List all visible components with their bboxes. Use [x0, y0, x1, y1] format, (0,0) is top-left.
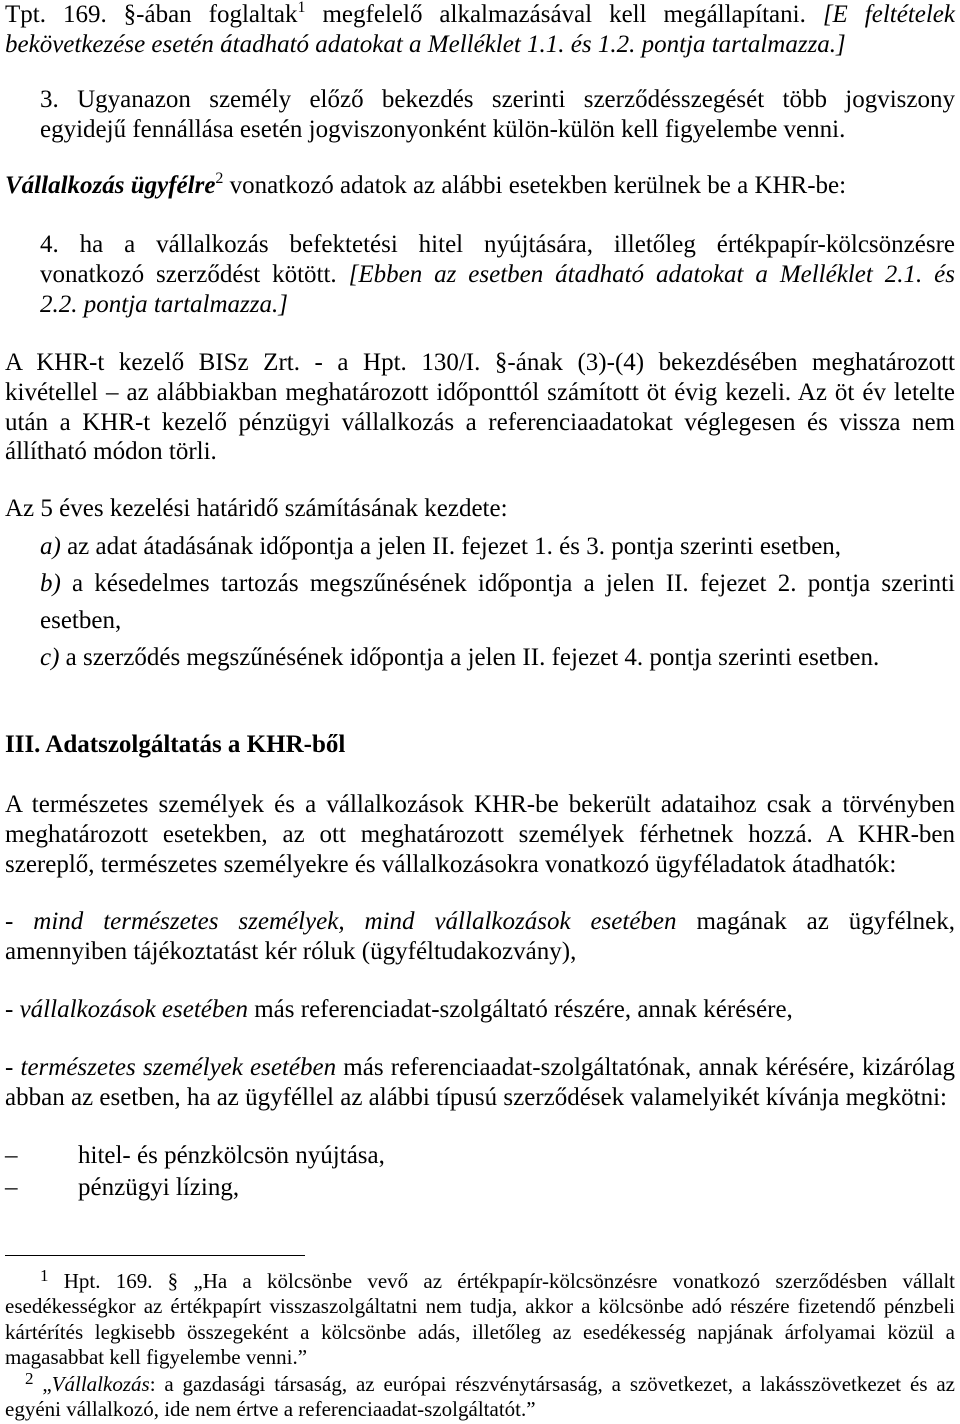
- list-marker: a): [40, 533, 61, 560]
- footnote-line: kártérítés legkisebb összegeként a kölcsönbe adás, illetőleg az esedékesség napjának árfolyamai közül a: [5, 1319, 955, 1344]
- text-line: amennyiben tájékoztatást kér róluk (ügyféltudakozvány),: [5, 937, 577, 965]
- text-line: A természetes személyek és a vállalkozások KHR-be bekerült adataihoz csak a törvényben: [5, 791, 955, 818]
- list-item-text: pénzügyi lízing,: [78, 1174, 240, 1201]
- list-marker: c): [40, 644, 60, 671]
- footnote-number: 1: [40, 1266, 49, 1285]
- text-line: [5, 907, 955, 937]
- footnote-line: egyéni vállalkozó, ide nem értve a referenciaadat-szolgáltatót.”: [5, 1397, 536, 1422]
- list-item-b-continuation: esetben,: [40, 607, 122, 634]
- text-run: más referenciadat-szolgáltató részére, annak kérésére,: [247, 996, 793, 1023]
- en-dash-marker: –: [5, 1174, 18, 1201]
- paragraph-business-client: [5, 171, 955, 201]
- dash-marker: -: [5, 996, 20, 1023]
- footnote-number: 2: [25, 1369, 34, 1388]
- text-line: [5, 30, 955, 60]
- list-item: [5, 1172, 955, 1204]
- heading-text: III. Adatszolgáltatás a KHR-ből: [5, 731, 346, 758]
- paragraph-khr-retention: [5, 348, 955, 467]
- text-line: [5, 0, 955, 30]
- italic-text-run: természetes személyek esetében: [20, 1054, 337, 1081]
- text-line: egyidejű fennállása esetén jogviszonyonként külön-külön kell figyelembe venni.: [40, 115, 846, 143]
- list-item-text: az adat átadásának időpontja a jelen II. fejezet 1. és 3. pontja szerinti esetben,: [60, 533, 842, 560]
- text-run: vonatkozó szerződést kötött.: [40, 260, 349, 288]
- footnote-text: : a gazdasági társaság, az európai részvénytársaság, a szövetkezet, a lakásszövetkezet és az: [149, 1372, 955, 1396]
- footnote-separator: [5, 1255, 305, 1256]
- text-run: vonatkozó adatok az alábbi esetekben kerülnek be a KHR-be:: [223, 172, 847, 199]
- lettered-list: [40, 528, 955, 676]
- contract-type-list: [5, 1140, 955, 1204]
- text-line: [5, 1053, 955, 1083]
- footnote-reference-2: 2: [215, 170, 224, 187]
- footnote-line: esedékességkor az értékpapírt visszaszolgáltatni nem tudja, akkor a kölcsönbe adó részére fizetendő pénzbeli: [5, 1294, 955, 1319]
- list-item-text: hitel- és pénzkölcsön nyújtása,: [78, 1142, 385, 1169]
- text-run: magának az ügyfélnek,: [676, 908, 955, 935]
- italic-text-run: Vállalkozás: [51, 1372, 150, 1396]
- list-item-c: [40, 639, 955, 676]
- text-line: [40, 260, 955, 290]
- text-line: szereplő, természetes személyekre és vállalkozásokra vonatkozó ügyféladatok átadhatók:: [5, 850, 897, 878]
- footnote-1: [5, 1266, 955, 1370]
- text-run: más referenciaadat-szolgáltatónak, annak kérésére, kizárólag: [336, 1054, 956, 1081]
- section-heading: [5, 730, 955, 760]
- paragraph-point-4: [40, 230, 955, 319]
- list-item-a: [40, 528, 955, 565]
- footnote-line: [5, 1369, 955, 1397]
- footnote-reference-1: 1: [297, 0, 306, 16]
- footnote-line: [5, 1266, 955, 1294]
- footnote-2: [5, 1369, 955, 1423]
- text-run: megfelelő alkalmazásával kell megállapítani.: [305, 1, 823, 28]
- en-dash-marker: –: [5, 1142, 18, 1169]
- footnote-text: Hpt. 169. § „Ha a kölcsönbe vevő az értékpapír-kölcsönzésre vonatkozó szerződésben vállalt: [48, 1269, 955, 1293]
- text-line: A KHR-t kezelő BISz Zrt. - a Hpt. 130/I. §-ának (3)-(4) bekezdésében meghatározott: [5, 349, 955, 376]
- list-item-text: a szerződés megszűnésének időpontja a jelen II. fejezet 4. pontja szerinti esetben.: [59, 644, 880, 671]
- list-marker: b): [40, 570, 61, 597]
- italic-text-run: [Ebben az esetben átadható adatokat a Melléklet 2.1. és: [348, 260, 955, 288]
- footnote-line: magasabbat kell figyelembe venni.”: [5, 1344, 308, 1369]
- text-line: meghatározott esetekben, az ott meghatározott személyek férhetnek hozzá. A KHR-ben: [5, 820, 955, 848]
- dash-item-natural-persons: [5, 1053, 955, 1113]
- text-line: [40, 290, 955, 320]
- dash-marker: -: [5, 908, 34, 935]
- text-line: állítható módon törli.: [5, 438, 217, 466]
- dash-item-everyone: [5, 907, 955, 967]
- dash-item-businesses: [5, 995, 955, 1025]
- text-line: 4. ha a vállalkozás befektetési hitel nyújtására, illetőleg értékpapír-kölcsönzésre: [40, 231, 955, 258]
- italic-text-run: [E feltételek: [822, 1, 955, 28]
- italic-text-run: mind természetes személyek, mind vállalkozások esetében: [33, 908, 677, 935]
- footnote-text: „: [33, 1372, 52, 1396]
- dash-marker: -: [5, 1054, 21, 1081]
- list-item: [5, 1140, 955, 1172]
- text-line: 3. Ugyanazon személy előző bekezdés szerinti szerződésszegését több jogviszony: [40, 86, 955, 113]
- text-line: [5, 171, 955, 201]
- text-line: kivétellel – az alábbiakban meghatározott időponttól számított öt évig kezeli. Az öt év letelte: [5, 378, 955, 406]
- text-line: Az 5 éves kezelési határidő számításának kezdete:: [5, 495, 508, 522]
- text-run: Tpt. 169. §-ában foglaltak: [5, 1, 298, 28]
- text-line: [5, 995, 955, 1025]
- text-line: abban az esetben, ha az ügyféllel az alábbi típusú szerződések valamelyikét kívánja megkötni:: [5, 1083, 947, 1111]
- italic-text-run: vállalkozások esetében: [19, 996, 248, 1023]
- italic-text-run: bekövetkezése esetén átadható adatokat a Melléklet 1.1. és 1.2. pontja tartalmazza.]: [5, 30, 846, 58]
- paragraph-data-access: [5, 790, 955, 879]
- list-item-text: a késedelmes tartozás megszűnésének időpontja a jelen II. fejezet 2. pontja szerinti: [60, 570, 955, 597]
- italic-text-run: 2.2. pontja tartalmazza.]: [40, 290, 288, 318]
- list-item-b: [40, 565, 955, 602]
- paragraph-tpt-169: [5, 0, 955, 60]
- paragraph-point-3: [40, 85, 955, 145]
- text-line: után a KHR-t kezelő pénzügyi vállalkozás a referenciaadatokat véglegesen és vissza nem: [5, 408, 955, 436]
- bold-italic-text-run: Vállalkozás ügyfélre: [5, 172, 216, 199]
- paragraph-five-year-start: [5, 494, 955, 524]
